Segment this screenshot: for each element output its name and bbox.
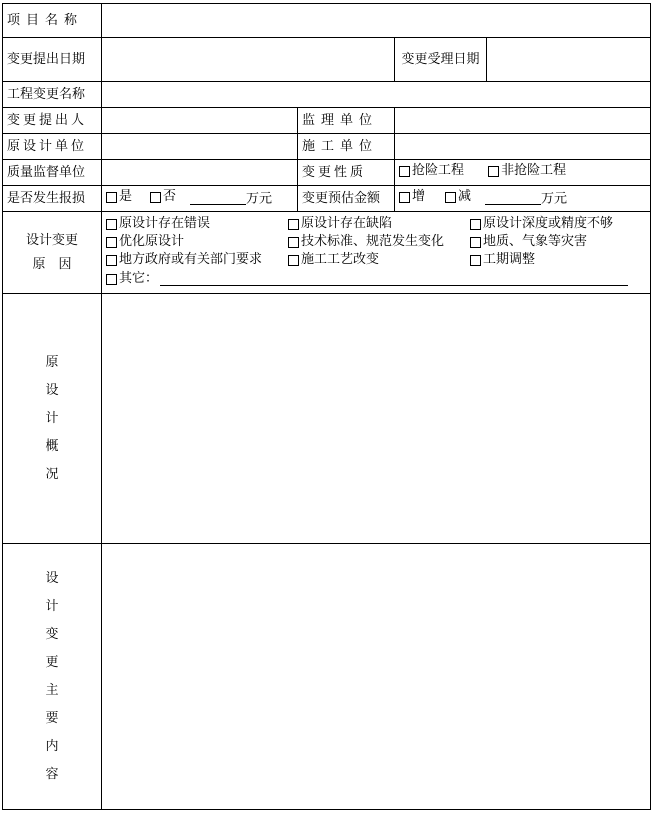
vertical-label-char: 要 [45, 710, 59, 726]
estimate-option-decrease[interactable] [445, 189, 471, 205]
reason-other-label: 其它： [119, 271, 159, 286]
checkbox-icon[interactable] [288, 237, 299, 248]
construction-unit-field[interactable] [395, 134, 651, 160]
vertical-label-char: 更 [45, 654, 59, 670]
row-reasons [3, 212, 651, 294]
estimate-option-increase[interactable] [399, 189, 425, 205]
supervisor-field[interactable] [395, 108, 651, 134]
estimate-options [395, 186, 651, 212]
propose-date-field[interactable] [102, 38, 395, 82]
loss-unit: 万元 [246, 191, 273, 207]
change-name-field[interactable] [102, 82, 651, 108]
checkbox-icon[interactable] [470, 219, 481, 230]
reason-option-label: 原设计存在错误 [119, 216, 211, 231]
orig-design-unit-label: 原设计单位 [3, 134, 102, 160]
estimate-unit: 万元 [541, 191, 568, 207]
loss-options [102, 186, 298, 212]
checkbox-icon[interactable] [470, 255, 481, 266]
estimate-option-decrease-label: 减 [458, 189, 472, 205]
row-change-name [3, 82, 651, 108]
reason-label-line2: 原 因 [32, 256, 72, 272]
checkbox-icon[interactable] [470, 237, 481, 248]
nature-option-emergency[interactable] [399, 163, 464, 179]
project-name-field[interactable] [102, 4, 651, 38]
checkbox-icon[interactable] [106, 255, 117, 266]
orig-design-unit-field[interactable] [102, 134, 298, 160]
row-quality [3, 160, 651, 186]
nature-option-emergency-label: 抢险工程 [412, 163, 465, 179]
original-design-label-text [7, 349, 97, 489]
reason-other-row [106, 271, 646, 287]
reason-grid [106, 212, 646, 271]
accept-date-field[interactable] [487, 38, 651, 82]
quality-supervisor-label: 质量监督单位 [3, 160, 102, 186]
reason-label [3, 212, 102, 294]
supervisor-label: 监理单位 [298, 108, 395, 134]
row-loss [3, 186, 651, 212]
vertical-label-char: 容 [45, 766, 59, 782]
proposer-label: 变更提出人 [3, 108, 102, 134]
checkbox-icon[interactable] [106, 192, 117, 203]
checkbox-icon[interactable] [488, 166, 499, 177]
reason-option-label: 优化原设计 [119, 234, 185, 249]
vertical-label-char: 主 [45, 682, 59, 698]
reason-option-label: 原设计存在缺陷 [301, 216, 393, 231]
accept-date-label: 变更受理日期 [395, 38, 487, 82]
change-nature-options [395, 160, 651, 186]
reason-option[interactable] [288, 252, 470, 268]
checkbox-icon[interactable] [106, 237, 117, 248]
vertical-label-char: 设 [45, 382, 59, 398]
checkbox-icon[interactable] [399, 166, 410, 177]
reason-option[interactable] [106, 252, 288, 268]
original-design-label [3, 294, 102, 544]
row-proposer [3, 108, 651, 134]
original-design-field[interactable] [102, 294, 651, 544]
vertical-label-char: 概 [45, 438, 59, 454]
design-change-form [2, 3, 651, 810]
row-main-content [3, 544, 651, 810]
loss-label: 是否发生报损 [3, 186, 102, 212]
reason-option-label: 原设计深度或精度不够 [483, 216, 614, 231]
reason-option[interactable] [288, 234, 470, 250]
loss-option-yes[interactable] [106, 189, 132, 205]
row-design-unit [3, 134, 651, 160]
construction-unit-label: 施工单位 [298, 134, 395, 160]
proposer-field[interactable] [102, 108, 298, 134]
loss-option-yes-label: 是 [119, 189, 133, 205]
reason-option-label: 技术标准、规范发生变化 [301, 234, 445, 249]
checkbox-icon[interactable] [288, 219, 299, 230]
vertical-label-char: 计 [45, 410, 59, 426]
vertical-label-char: 况 [45, 466, 59, 482]
estimate-label: 变更预估金额 [298, 186, 395, 212]
reason-option[interactable] [106, 216, 288, 232]
reason-options [102, 212, 651, 294]
checkbox-icon[interactable] [288, 255, 299, 266]
vertical-label-char: 内 [45, 738, 59, 754]
checkbox-icon[interactable] [150, 192, 161, 203]
reason-option[interactable] [470, 216, 630, 232]
change-name-label: 工程变更名称 [3, 82, 102, 108]
vertical-label-char: 原 [45, 354, 59, 370]
quality-supervisor-field[interactable] [102, 160, 298, 186]
checkbox-icon[interactable] [106, 274, 117, 285]
main-content-label-text [7, 565, 97, 789]
reason-option-label: 工期调整 [483, 252, 536, 267]
project-name-label: 项目名称 [3, 4, 102, 38]
vertical-label-char: 设 [45, 570, 59, 586]
row-original-design [3, 294, 651, 544]
loss-option-no-label: 否 [163, 189, 177, 205]
reason-option-label: 地质、气象等灾害 [483, 234, 588, 249]
estimate-option-increase-label: 增 [412, 189, 426, 205]
row-project-name [3, 4, 651, 38]
reason-option[interactable] [470, 234, 630, 250]
vertical-label-char: 计 [45, 598, 59, 614]
change-nature-label: 变更性质 [298, 160, 395, 186]
checkbox-icon[interactable] [399, 192, 410, 203]
row-dates [3, 38, 651, 82]
reason-option-label: 地方政府或有关部门要求 [119, 252, 263, 267]
vertical-label-char: 变 [45, 626, 59, 642]
loss-option-no[interactable] [150, 189, 176, 205]
reason-option-label: 施工工艺改变 [301, 252, 380, 267]
propose-date-label: 变更提出日期 [3, 38, 102, 82]
nature-option-non-emergency[interactable] [488, 163, 566, 179]
estimate-amount-blank[interactable] [485, 192, 541, 205]
main-content-field[interactable] [102, 544, 651, 810]
loss-amount-blank[interactable] [190, 192, 246, 205]
reason-option[interactable] [470, 252, 630, 268]
reason-option[interactable] [106, 234, 288, 250]
checkbox-icon[interactable] [445, 192, 456, 203]
reason-other-input[interactable] [160, 272, 628, 286]
reason-label-line1: 设计变更 [25, 232, 78, 248]
nature-option-non-emergency-label: 非抢险工程 [501, 163, 567, 179]
reason-option[interactable] [288, 216, 470, 232]
checkbox-icon[interactable] [106, 219, 117, 230]
main-content-label [3, 544, 102, 810]
